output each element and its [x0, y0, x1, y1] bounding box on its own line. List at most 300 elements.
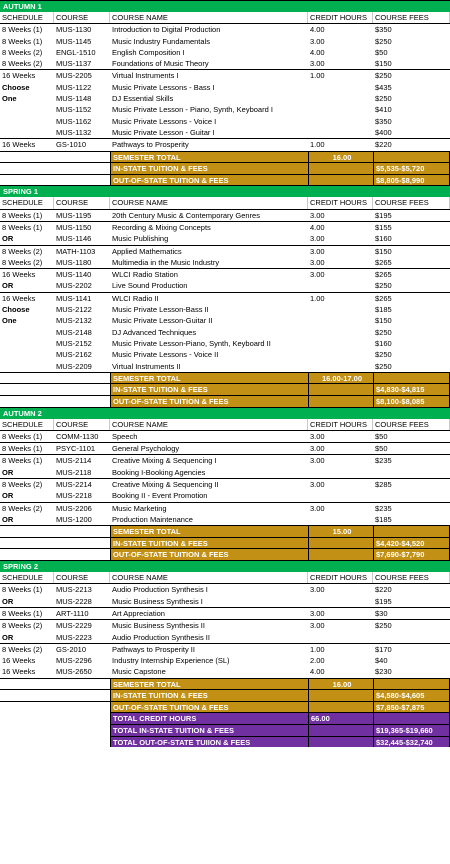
course-code-cell: ART-1110	[56, 608, 89, 618]
summary-label: OUT-OF-STATE TUITION & FEES	[110, 701, 308, 713]
summary-credit-hours	[308, 162, 373, 174]
summary-label: SEMESTER TOTAL	[110, 372, 308, 384]
credit-hours-cell	[308, 104, 373, 115]
schedule-cell: 8 Weeks (1)	[2, 36, 43, 46]
course-row	[0, 666, 450, 677]
column-header: COURSE FEES	[373, 419, 450, 430]
credit-hours-cell	[308, 632, 373, 643]
course-name-cell: Music Capstone	[112, 667, 166, 677]
credit-hours-cell: 3.00	[310, 608, 325, 618]
course-fee-cell: $50	[375, 431, 388, 441]
course-code-cell: GS-1010	[56, 140, 87, 150]
credit-hours-cell: 3.00	[310, 480, 325, 490]
course-row	[0, 619, 450, 631]
schedule-cell: Choose	[2, 305, 30, 315]
column-header: CREDIT HOURS	[308, 197, 373, 208]
schedule-cell: 8 Weeks (2)	[2, 644, 43, 654]
credit-hours-cell: 3.00	[310, 444, 325, 454]
course-name-cell: Booking I-Booking Agencies	[112, 467, 206, 477]
summary-spacer	[0, 712, 54, 724]
summary-spacer	[54, 724, 110, 736]
term-title: AUTUMN 2	[0, 407, 450, 419]
course-fee-cell: $285	[375, 480, 392, 490]
schedule-cell: 16 Weeks	[2, 293, 36, 303]
course-code-cell: MUS-2218	[56, 491, 92, 501]
summary-credit-hours	[308, 395, 373, 407]
schedule-cell	[0, 116, 54, 127]
course-name-cell: Production Maintenance	[112, 514, 193, 524]
course-code-cell: MUS-1140	[56, 270, 92, 280]
schedule-cell	[0, 104, 54, 115]
schedule-cell: OR	[2, 234, 14, 244]
summary-spacer	[54, 678, 110, 690]
column-header: SCHEDULE	[0, 572, 54, 583]
column-header-row	[0, 572, 450, 583]
grand-total-credit-hours	[308, 736, 373, 748]
credit-hours-cell: 3.00	[310, 246, 325, 256]
credit-hours-cell	[308, 349, 373, 360]
credit-hours-cell: 3.00	[310, 585, 325, 595]
schedule-cell: OR	[2, 596, 14, 606]
course-fee-cell: $265	[375, 293, 392, 303]
course-code-cell: MUS-2214	[56, 480, 92, 490]
credit-hours-cell: 3.00	[310, 210, 325, 220]
course-row	[0, 430, 450, 442]
schedule-cell: 8 Weeks (2)	[2, 246, 43, 256]
course-name-cell: Music Business Synthesis II	[112, 621, 205, 631]
course-fee-cell: $265	[375, 257, 392, 267]
course-code-cell: MUS-1141	[56, 293, 92, 303]
summary-spacer	[0, 525, 54, 537]
term-section	[0, 0, 450, 185]
course-code-cell: MUS-2206	[56, 503, 92, 513]
schedule-cell: Choose	[2, 82, 30, 92]
summary-credit-hours	[308, 689, 373, 701]
schedule-cell: One	[2, 94, 17, 104]
course-fee-cell: $250	[375, 94, 392, 104]
course-code-cell: MUS-2650	[56, 667, 92, 677]
summary-fees: $8,100-$8,085	[373, 395, 450, 407]
schedule-cell: 8 Weeks (1)	[2, 608, 43, 618]
course-row	[0, 655, 450, 666]
credit-hours-cell	[308, 304, 373, 315]
course-fee-cell: $250	[375, 361, 392, 371]
course-row	[0, 292, 450, 304]
course-fee-cell: $220	[375, 140, 392, 150]
course-row	[0, 233, 450, 244]
course-row	[0, 514, 450, 525]
schedule-cell: 8 Weeks (2)	[2, 621, 43, 631]
column-header-row	[0, 419, 450, 430]
summary-fees: $4,420-$4,520	[373, 537, 450, 549]
grand-total-label: TOTAL IN-STATE TUITION & FEES	[110, 724, 308, 736]
summary-spacer	[0, 395, 54, 407]
schedule-cell: 8 Weeks (1)	[2, 210, 43, 220]
course-fee-cell: $265	[375, 270, 392, 280]
course-name-cell: Foundations of Music Theory	[112, 59, 209, 69]
summary-spacer	[0, 162, 54, 174]
summary-spacer	[0, 537, 54, 549]
course-code-cell: MUS-2228	[56, 596, 92, 606]
course-code-cell: MUS-2223	[56, 632, 92, 642]
grand-total-label: TOTAL OUT-OF-STATE TUIION & FEES	[110, 736, 308, 748]
course-fee-cell: $185	[375, 514, 392, 524]
summary-label: SEMESTER TOTAL	[110, 525, 308, 537]
credit-hours-cell	[308, 280, 373, 291]
course-row	[0, 632, 450, 643]
column-header: SCHEDULE	[0, 197, 54, 208]
schedule-cell: 8 Weeks (2)	[2, 59, 43, 69]
course-name-cell: Creative Mixing & Sequencing I	[112, 456, 217, 466]
schedule-cell: 16 Weeks	[2, 656, 36, 666]
credit-hours-cell: 3.00	[310, 431, 325, 441]
course-fee-cell: $50	[375, 47, 388, 57]
course-code-cell: PSYC-1101	[56, 444, 96, 454]
summary-spacer	[54, 525, 110, 537]
summary-spacer	[54, 689, 110, 701]
column-header: CREDIT HOURS	[308, 572, 373, 583]
semester-summary-row	[0, 383, 450, 395]
course-row	[0, 467, 450, 478]
course-row	[0, 58, 450, 69]
course-row	[0, 209, 450, 221]
summary-spacer	[0, 372, 54, 384]
schedule-cell: 8 Weeks (1)	[2, 431, 43, 441]
summary-label: IN-STATE TUITION & FEES	[110, 537, 308, 549]
course-name-cell: Music Private Lesson-Piano, Synth, Keyboard II	[112, 338, 271, 348]
schedule-cell: OR	[2, 467, 14, 477]
course-fee-cell: $220	[375, 585, 392, 595]
course-row	[0, 93, 450, 104]
summary-fees: $4,580-$4,605	[373, 689, 450, 701]
course-name-cell: Art Appreciation	[112, 608, 165, 618]
course-fee-cell: $40	[375, 656, 388, 666]
course-code-cell: MUS-1162	[56, 116, 92, 126]
summary-credit-hours: 15.00	[308, 525, 373, 537]
course-name-cell: 20th Century Music & Contemporary Genres	[112, 210, 260, 220]
schedule-cell: OR	[2, 514, 14, 524]
semester-summary-row	[0, 162, 450, 174]
course-name-cell: Music Private Lessons - Voice II	[112, 350, 219, 360]
schedule-cell	[0, 327, 54, 338]
course-name-cell: Music Private Lessons - Bass I	[112, 82, 215, 92]
credit-hours-cell: 1.00	[310, 644, 325, 654]
course-name-cell: Virtual Instruments II	[112, 361, 181, 371]
summary-label: IN-STATE TUITION & FEES	[110, 689, 308, 701]
course-code-cell: MUS-1137	[56, 59, 92, 69]
summary-fees: $4,830-$4,815	[373, 383, 450, 395]
course-row	[0, 454, 450, 466]
summary-credit-hours	[308, 701, 373, 713]
course-code-cell: COMM-1130	[56, 431, 99, 441]
grand-total-fees	[373, 712, 450, 724]
schedule-cell: 16 Weeks	[2, 140, 36, 150]
course-name-cell: Multimedia in the Music Industry	[112, 257, 220, 267]
summary-spacer	[54, 395, 110, 407]
summary-fees	[373, 678, 450, 690]
course-code-cell: MUS-1200	[56, 514, 92, 524]
summary-spacer	[54, 151, 110, 163]
summary-spacer	[54, 372, 110, 384]
summary-spacer	[0, 701, 54, 713]
course-code-cell: MUS-1132	[56, 127, 92, 137]
course-name-cell: WLCI Radio Station	[112, 270, 178, 280]
summary-credit-hours	[308, 537, 373, 549]
column-header: COURSE	[54, 572, 110, 583]
course-name-cell: Music Private Lessons - Voice I	[112, 116, 217, 126]
credit-hours-cell	[308, 327, 373, 338]
course-row	[0, 116, 450, 127]
course-name-cell: Live Sound Production	[112, 281, 188, 291]
semester-summary-row	[0, 151, 450, 163]
course-code-cell: MUS-1150	[56, 222, 92, 232]
course-name-cell: English Composition I	[112, 47, 185, 57]
credit-hours-cell: 4.00	[310, 667, 325, 677]
credit-hours-cell: 3.00	[310, 257, 325, 267]
course-name-cell: Music Private Lesson-Guitar II	[112, 316, 213, 326]
course-fee-cell: $350	[375, 25, 392, 35]
course-row	[0, 596, 450, 607]
course-row	[0, 338, 450, 349]
course-name-cell: Pathways to Prosperity	[112, 140, 189, 150]
summary-fees: $7,690-$7,790	[373, 548, 450, 560]
course-code-cell: MUS-1180	[56, 257, 92, 267]
credit-hours-cell	[308, 127, 373, 138]
course-name-cell: Music Private Lesson - Guitar I	[112, 127, 215, 137]
semester-summary-row	[0, 174, 450, 186]
summary-fees: $5,535-$5,720	[373, 162, 450, 174]
course-row	[0, 327, 450, 338]
summary-spacer	[0, 689, 54, 701]
course-code-cell: MUS-1148	[56, 94, 92, 104]
summary-spacer	[0, 736, 54, 748]
summary-fees	[373, 151, 450, 163]
course-fee-cell: $410	[375, 105, 392, 115]
course-name-cell: Recording & Mixing Concepts	[112, 222, 211, 232]
course-code-cell: MUS-2114	[56, 456, 92, 466]
course-row	[0, 490, 450, 501]
summary-fees: $7,850-$7,875	[373, 701, 450, 713]
course-fee-cell: $250	[375, 71, 392, 81]
course-code-cell: MUS-1122	[56, 82, 92, 92]
course-code-cell: MUS-2296	[56, 656, 92, 666]
credit-hours-cell: 3.00	[310, 621, 325, 631]
course-row	[0, 349, 450, 360]
column-header: COURSE NAME	[110, 197, 308, 208]
course-fee-cell	[373, 467, 450, 478]
term-section	[0, 185, 450, 406]
course-name-cell: Industry Internship Experience (SL)	[112, 656, 230, 666]
course-name-cell: Audio Production Synthesis II	[112, 632, 210, 642]
course-fee-cell: $250	[375, 327, 392, 337]
course-row	[0, 221, 450, 233]
course-code-cell: MUS-2202	[56, 281, 92, 291]
semester-summary-row	[0, 525, 450, 537]
course-code-cell: MUS-1130	[56, 25, 92, 35]
course-row	[0, 304, 450, 315]
schedule-cell: 16 Weeks	[2, 270, 36, 280]
schedule-cell	[0, 349, 54, 360]
course-fee-cell: $150	[375, 246, 392, 256]
course-fee-cell: $195	[375, 596, 392, 606]
schedule-cell: 8 Weeks (2)	[2, 47, 43, 57]
course-name-cell: DJ Essential Skills	[112, 94, 174, 104]
column-header-row	[0, 12, 450, 23]
summary-credit-hours	[308, 174, 373, 186]
course-row	[0, 36, 450, 47]
credit-hours-cell: 4.00	[310, 222, 325, 232]
summary-spacer	[0, 678, 54, 690]
summary-spacer	[0, 151, 54, 163]
semester-summary-row	[0, 548, 450, 560]
course-fee-cell: $50	[375, 444, 388, 454]
credit-hours-cell	[308, 596, 373, 607]
summary-spacer	[0, 174, 54, 186]
course-code-cell: MUS-2209	[56, 361, 92, 371]
summary-label: SEMESTER TOTAL	[110, 151, 308, 163]
course-name-cell: Music Business Synthesis I	[112, 596, 203, 606]
semester-summary-row	[0, 689, 450, 701]
column-header: COURSE NAME	[110, 419, 308, 430]
summary-spacer	[54, 162, 110, 174]
course-fee-cell: $250	[375, 350, 392, 360]
course-row	[0, 442, 450, 454]
term-section	[0, 560, 450, 712]
summary-spacer	[54, 548, 110, 560]
column-header: CREDIT HOURS	[308, 419, 373, 430]
credit-hours-cell: 3.00	[310, 270, 325, 280]
credit-hours-cell: 3.00	[310, 59, 325, 69]
grand-total-label: TOTAL CREDIT HOURS	[110, 712, 308, 724]
course-row	[0, 104, 450, 115]
course-name-cell: Music Private Lesson-Bass II	[112, 305, 209, 315]
course-code-cell: MUS-1146	[56, 234, 92, 244]
course-name-cell: Pathways to Prosperity II	[112, 644, 195, 654]
course-fee-cell: $400	[375, 127, 392, 137]
column-header: COURSE FEES	[373, 572, 450, 583]
column-header-row	[0, 197, 450, 208]
course-code-cell: GS-2010	[56, 644, 87, 654]
schedule-cell: 8 Weeks (2)	[2, 480, 43, 490]
course-fee-cell: $250	[375, 281, 392, 291]
course-fee-cell: $235	[375, 456, 392, 466]
term-title: SPRING 2	[0, 560, 450, 572]
column-header: COURSE FEES	[373, 197, 450, 208]
summary-label: IN-STATE TUITION & FEES	[110, 162, 308, 174]
summary-spacer	[54, 537, 110, 549]
course-name-cell: Speech	[112, 431, 138, 441]
schedule-cell: 8 Weeks (2)	[2, 503, 43, 513]
course-name-cell: Music Private Lesson - Piano, Synth, Keyboard I	[112, 105, 273, 115]
course-code-cell: MUS-1195	[56, 210, 92, 220]
course-row	[0, 127, 450, 138]
course-row	[0, 583, 450, 595]
semester-summary-row	[0, 537, 450, 549]
course-name-cell: Music Publishing	[112, 234, 169, 244]
grand-total-row	[0, 736, 450, 748]
course-name-cell: WLCI Radio II	[112, 293, 159, 303]
course-code-cell: MUS-2162	[56, 350, 92, 360]
schedule-cell: 8 Weeks (1)	[2, 25, 43, 35]
semester-summary-row	[0, 372, 450, 384]
course-name-cell: DJ Advanced Techniques	[112, 327, 197, 337]
credit-hours-cell: 3.00	[310, 503, 325, 513]
course-fee-cell: $350	[375, 116, 392, 126]
term-section	[0, 407, 450, 560]
summary-spacer	[54, 383, 110, 395]
course-fee-cell: $170	[375, 644, 392, 654]
column-header: COURSE NAME	[110, 572, 308, 583]
column-header: CREDIT HOURS	[308, 12, 373, 23]
course-row	[0, 138, 450, 150]
course-row	[0, 47, 450, 58]
column-header: COURSE NAME	[110, 12, 308, 23]
course-name-cell: Music Industry Fundamentals	[112, 36, 210, 46]
term-title: SPRING 1	[0, 185, 450, 197]
schedule-cell: 8 Weeks (1)	[2, 585, 43, 595]
course-row	[0, 82, 450, 93]
course-name-cell: Virtual Instruments I	[112, 71, 179, 81]
course-name-cell: General Psychology	[112, 444, 180, 454]
summary-label: OUT-OF-STATE TUITION & FEES	[110, 548, 308, 560]
course-fee-cell: $250	[375, 36, 392, 46]
schedule-cell: 8 Weeks (2)	[2, 257, 43, 267]
course-row	[0, 268, 450, 280]
credit-hours-cell: 3.00	[310, 234, 325, 244]
summary-label: SEMESTER TOTAL	[110, 678, 308, 690]
credit-hours-cell: 1.00	[310, 293, 325, 303]
course-name-cell: Introduction to Digital Production	[112, 25, 221, 35]
credit-hours-cell: 4.00	[310, 47, 325, 57]
course-fee-cell	[373, 632, 450, 643]
term-title: AUTUMN 1	[0, 0, 450, 12]
course-fee-cell: $250	[375, 621, 392, 631]
summary-label: OUT-OF-STATE TUITION & FEES	[110, 395, 308, 407]
course-row	[0, 23, 450, 35]
column-header: COURSE	[54, 12, 110, 23]
semester-summary-row	[0, 701, 450, 713]
course-code-cell: MUS-2148	[56, 327, 92, 337]
column-header: SCHEDULE	[0, 12, 54, 23]
course-code-cell: MUS-2205	[56, 71, 92, 81]
summary-label: IN-STATE TUITION & FEES	[110, 383, 308, 395]
course-code-cell: MUS-2118	[56, 467, 92, 477]
course-code-cell: MUS-2152	[56, 338, 92, 348]
summary-spacer	[0, 383, 54, 395]
course-code-cell: MUS-1145	[56, 36, 92, 46]
credit-hours-cell	[308, 93, 373, 104]
schedule-cell: 8 Weeks (1)	[2, 222, 43, 232]
summary-spacer	[54, 701, 110, 713]
summary-fees: $8,805-$8,990	[373, 174, 450, 186]
course-fee-cell: $160	[375, 234, 392, 244]
summary-credit-hours: 16.00-17.00	[308, 372, 373, 384]
schedule-cell: 16 Weeks	[2, 667, 36, 677]
grand-total-fees: $32,445-$32,740	[373, 736, 450, 748]
credit-hours-cell: 1.00	[310, 71, 325, 81]
course-row	[0, 502, 450, 514]
course-fee-cell: $150	[375, 316, 392, 326]
credit-hours-cell: 2.00	[310, 656, 325, 666]
summary-spacer	[54, 736, 110, 748]
schedule-cell: 8 Weeks (1)	[2, 456, 43, 466]
course-name-cell: Audio Production Synthesis I	[112, 585, 208, 595]
semester-summary-row	[0, 678, 450, 690]
course-fee-cell: $155	[375, 222, 392, 232]
course-code-cell: MUS-2132	[56, 316, 92, 326]
course-row	[0, 607, 450, 619]
summary-spacer	[54, 712, 110, 724]
